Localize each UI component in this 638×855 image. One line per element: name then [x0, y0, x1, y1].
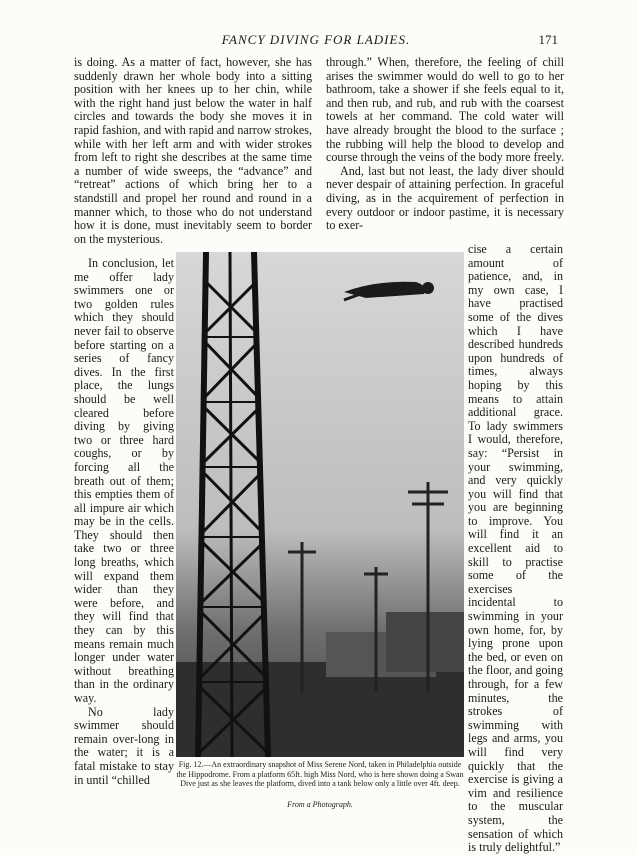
paragraph: cise a certain amount of patience, and, in my own case, I have practised some of the dives which I have described hundreds upon hundreds of times, always hoping by this means to attain additional grace. To lady swimmers I would, therefore, say: “Persist in your swimming, and very quickly you will find that you are beginning to improve. You will find it an excellent aid to skill to practise some of the exercises incidental to swimming in your own home, for, by lying prone upon the bed, or even on the floor, and going through, for a few minutes, the strokes of swimming with legs and arms, you will find very quickly that the exercise is giving a vim and resilience to the muscular system, the sensation of which is truly delightful.” [468, 242, 563, 855]
paragraph: is doing. As a matter of fact, however, she has suddenly drawn her whole body into a sitting position with her knees up to her chin, while with the right hand just below the water in half circles and towards the body she moves it in rapid fashion, and with rapid and narrow strokes, while with her left arm and with wider strokes from left to right she describes at the same time a number of wide sweeps, the “advance” and “retreat” actions of which bring her to a standstill and propel her round and round in a manner which, to those who do not understand how it is done, must inevitably seem to border on the mysterious. [74, 55, 312, 246]
left-column-top [74, 56, 312, 246]
running-title: FANCY DIVING FOR LADIES. [221, 32, 411, 47]
right-column-bottom [468, 243, 563, 855]
figure-caption: Fig. 12.—An extraordinary snapshot of Miss Serene Nord, taken in Philadelphia outside the Hippodrome. From a platform 65ft. high Miss Nord, who is here shown doing a Swan Dive just as she leaves the platform, dived into a tank below only a little over 4ft. deep. [176, 760, 464, 788]
paragraph: through.” When, therefore, the feeling of chill arises the swimmer would do well to go to her bathroom, take a shower if she feels equal to it, and then rub, and rub, and rub with the coarsest towels at her command. The cold water will have already brought the blood to the surface ; the rubbing will help the blood to develop and course through the veins of the body more freely. [326, 55, 564, 165]
building-shape [386, 612, 464, 672]
paragraph: In conclusion, let me offer lady swimmers one or two golden rules which they should never fail to observe before starting on a series of fancy dives. In the first place, the lungs should be well cleared before diving by giving two or three hard coughs, or by forcing all the breath out of them; this empties them of all impure air which may be in the cells. They should then take two or three long breaths, which will expand them wider than they were before, and they will find that they can by this means remain much longer under water without breathing than in the ordinary way. [74, 256, 174, 705]
right-column-top [326, 56, 564, 233]
page-number: 171 [538, 32, 558, 47]
figure-credit: From a Photograph. [287, 800, 353, 809]
paragraph: And, last but not least, the lady diver should never despair of attaining perfection. In graceful diving, as in the acquirement of perfection in every outdoor or indoor pastime, it is necessary to exer- [326, 163, 564, 233]
diving-tower [198, 252, 268, 757]
running-header [74, 32, 558, 50]
left-column-bottom [74, 257, 174, 787]
diving-photograph [176, 252, 464, 757]
diver-figure [344, 282, 434, 300]
photo-illustration [176, 252, 464, 757]
paragraph: No lady swimmer should remain over-long in the water; it is a fatal mistake to stay in until “chilled [74, 704, 174, 787]
